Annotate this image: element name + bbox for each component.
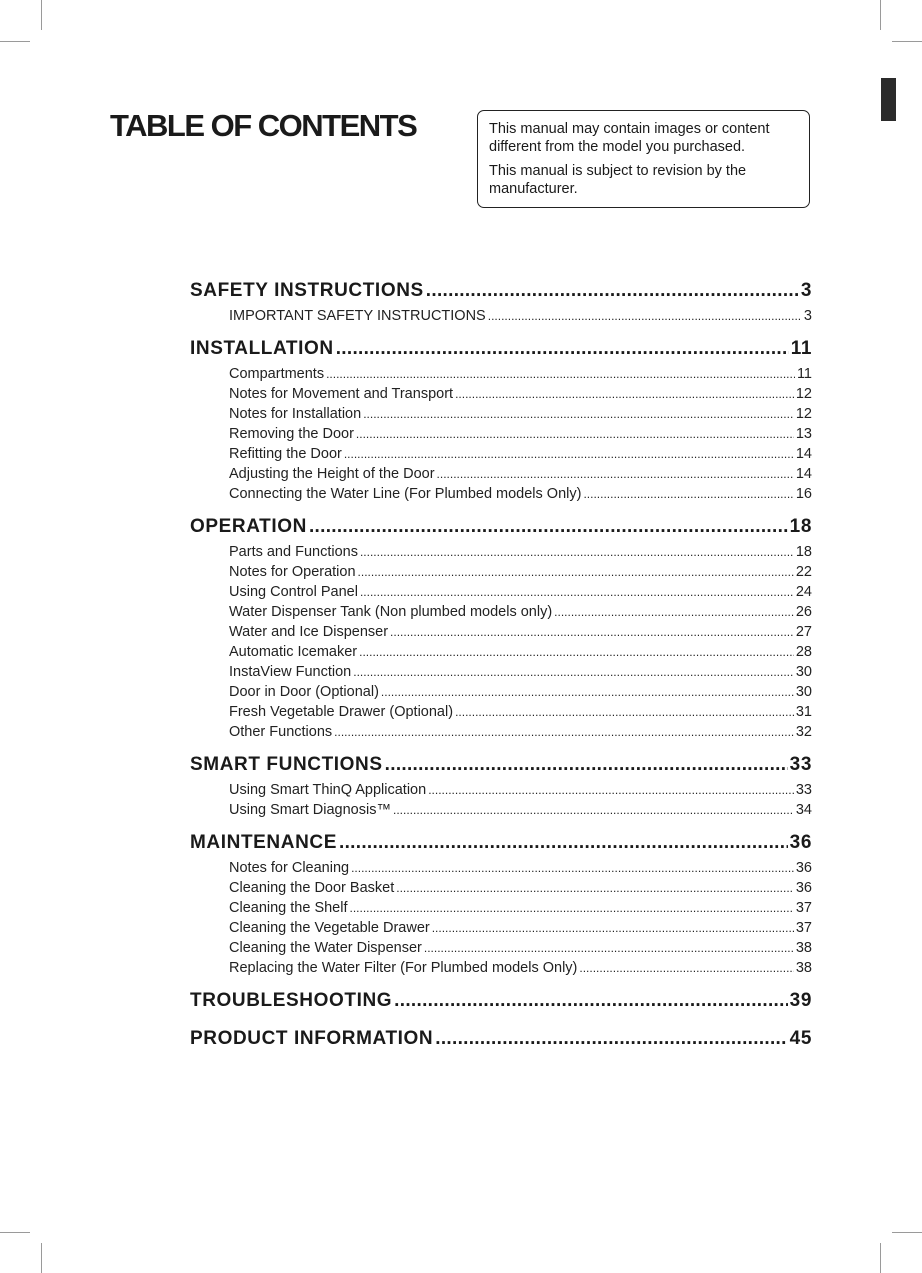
entry-page-number: 12	[795, 386, 812, 402]
entry-label: Cleaning the Shelf	[229, 900, 348, 916]
dot-leader	[432, 921, 794, 935]
section-title: MAINTENANCE	[190, 832, 337, 853]
section-page-number: 39	[789, 990, 812, 1011]
entry-page-number: 32	[795, 724, 812, 740]
crop-mark	[880, 1243, 881, 1273]
section-page-number: 3	[800, 280, 812, 301]
entry-label: Replacing the Water Filter (For Plumbed models Only)	[229, 960, 578, 976]
toc-section	[190, 832, 812, 980]
entry-page-number: 36	[795, 880, 812, 896]
dot-leader	[353, 665, 794, 679]
entry-label: Removing the Door	[229, 426, 354, 442]
entry-label: Notes for Movement and Transport	[229, 386, 454, 402]
toc-entry[interactable]	[229, 940, 812, 960]
toc-entry[interactable]	[229, 624, 812, 644]
section-title: OPERATION	[190, 516, 307, 537]
dot-leader	[360, 585, 794, 599]
toc-entry[interactable]	[229, 466, 812, 486]
entry-label: Automatic Icemaker	[229, 644, 358, 660]
entry-page-number: 18	[795, 544, 812, 560]
section-page-number: 45	[789, 1028, 812, 1049]
toc-entry[interactable]	[229, 446, 812, 466]
entry-page-number: 38	[795, 960, 812, 976]
entry-label: IMPORTANT SAFETY INSTRUCTIONS	[229, 308, 486, 324]
dot-leader	[356, 427, 794, 441]
page-title: TABLE OF CONTENTS	[110, 108, 417, 143]
dot-leader	[344, 447, 794, 461]
entry-page-number: 11	[796, 366, 812, 382]
dot-leader	[393, 803, 794, 817]
dot-leader	[326, 367, 795, 381]
toc-entry[interactable]	[229, 960, 812, 980]
section-title: SAFETY INSTRUCTIONS	[190, 280, 424, 301]
dot-leader	[363, 407, 794, 421]
dot-leader	[455, 705, 794, 719]
entry-label: Fresh Vegetable Drawer (Optional)	[229, 704, 454, 720]
entry-label: Using Control Panel	[229, 584, 358, 600]
toc-entry[interactable]	[229, 704, 812, 724]
dot-leader	[394, 990, 787, 1012]
entry-label: InstaView Function	[229, 664, 352, 680]
toc-entry[interactable]	[229, 604, 812, 624]
toc-entry[interactable]	[229, 426, 812, 446]
toc-section-heading[interactable]	[190, 1028, 812, 1056]
entry-label: Notes for Operation	[229, 564, 356, 580]
entry-label: Door in Door (Optional)	[229, 684, 379, 700]
entry-page-number: 34	[795, 802, 812, 818]
entry-label: Notes for Installation	[229, 406, 362, 422]
toc-section	[190, 516, 812, 744]
entry-page-number: 27	[795, 624, 812, 640]
dot-leader	[437, 467, 794, 481]
dot-leader	[381, 685, 794, 699]
entry-page-number: 16	[795, 486, 812, 502]
toc-section-heading[interactable]	[190, 990, 812, 1018]
crop-mark	[0, 1232, 30, 1233]
toc-section	[190, 754, 812, 822]
entry-page-number: 38	[795, 940, 812, 956]
entry-label: Refitting the Door	[229, 446, 342, 462]
entry-page-number: 14	[795, 466, 812, 482]
toc-entry-list	[190, 366, 812, 506]
dot-leader	[396, 881, 794, 895]
entry-page-number: 30	[795, 664, 812, 680]
entry-label: Using Smart Diagnosis™	[229, 802, 391, 818]
dot-leader	[359, 645, 794, 659]
toc-entry-list	[190, 782, 812, 822]
section-title: PRODUCT INFORMATION	[190, 1028, 434, 1049]
section-title: SMART FUNCTIONS	[190, 754, 383, 775]
entry-label: Other Functions	[229, 724, 333, 740]
toc-section	[190, 990, 812, 1018]
dot-leader	[390, 625, 794, 639]
toc-entry[interactable]	[229, 802, 812, 822]
entry-label: Notes for Cleaning	[229, 860, 350, 876]
dot-leader	[385, 754, 788, 776]
dot-leader	[583, 487, 793, 501]
section-page-number: 33	[789, 754, 812, 775]
section-page-number: 11	[790, 338, 812, 359]
dot-leader	[350, 901, 794, 915]
toc-entry[interactable]	[229, 920, 812, 940]
toc-entry[interactable]	[229, 664, 812, 684]
toc-entry[interactable]	[229, 564, 812, 584]
entry-label: Cleaning the Vegetable Drawer	[229, 920, 430, 936]
notice-line-1: This manual may contain images or content different from the model you purchased.	[489, 121, 770, 155]
toc-entry[interactable]	[229, 684, 812, 704]
section-title: INSTALLATION	[190, 338, 334, 359]
entry-label: Adjusting the Height of the Door	[229, 466, 435, 482]
toc-entry[interactable]	[229, 724, 812, 744]
toc-entry-list	[190, 860, 812, 980]
entry-label: Connecting the Water Line (For Plumbed models Only)	[229, 486, 582, 502]
entry-page-number: 26	[795, 604, 812, 620]
dot-leader	[351, 861, 794, 875]
entry-page-number: 31	[795, 704, 812, 720]
toc-section	[190, 280, 812, 328]
toc-entry[interactable]	[229, 584, 812, 604]
toc-entry[interactable]	[229, 860, 812, 880]
entry-page-number: 30	[795, 684, 812, 700]
crop-mark	[892, 41, 922, 42]
crop-mark	[880, 0, 881, 30]
crop-mark	[41, 0, 42, 30]
dot-leader	[336, 338, 789, 360]
toc-entry-list	[190, 308, 812, 328]
entry-label: Compartments	[229, 366, 325, 382]
section-title: TROUBLESHOOTING	[190, 990, 393, 1011]
entry-page-number: 12	[795, 406, 812, 422]
entry-page-number: 28	[795, 644, 812, 660]
dot-leader	[360, 545, 794, 559]
dot-leader	[339, 832, 788, 854]
crop-mark	[41, 1243, 42, 1273]
entry-page-number: 3	[803, 308, 812, 324]
entry-page-number: 37	[795, 920, 812, 936]
table-of-contents	[190, 280, 812, 1066]
toc-section-heading[interactable]	[190, 338, 812, 366]
entry-label: Water and Ice Dispenser	[229, 624, 389, 640]
toc-entry[interactable]	[229, 366, 812, 386]
dot-leader	[488, 309, 802, 323]
toc-entry[interactable]	[229, 644, 812, 664]
notice-box	[477, 110, 810, 208]
entry-label: Cleaning the Door Basket	[229, 880, 395, 896]
entry-page-number: 37	[795, 900, 812, 916]
toc-entry[interactable]	[229, 386, 812, 406]
notice-line-2: This manual is subject to revision by the manufacturer.	[489, 163, 747, 197]
dot-leader	[435, 1028, 787, 1050]
chapter-tab-marker	[881, 78, 896, 121]
dot-leader	[426, 280, 799, 302]
dot-leader	[424, 941, 794, 955]
toc-entry[interactable]	[229, 406, 812, 426]
crop-mark	[0, 41, 30, 42]
dot-leader	[358, 565, 794, 579]
entry-page-number: 14	[795, 446, 812, 462]
dot-leader	[579, 961, 793, 975]
entry-label: Cleaning the Water Dispenser	[229, 940, 422, 956]
toc-section-heading[interactable]	[190, 832, 812, 860]
dot-leader	[554, 605, 794, 619]
toc-section	[190, 1028, 812, 1056]
entry-page-number: 36	[795, 860, 812, 876]
dot-leader	[428, 783, 794, 797]
toc-entry-list	[190, 544, 812, 744]
dot-leader	[309, 516, 788, 538]
section-page-number: 36	[789, 832, 812, 853]
entry-page-number: 24	[795, 584, 812, 600]
entry-label: Water Dispenser Tank (Non plumbed models only)	[229, 604, 553, 620]
dot-leader	[455, 387, 794, 401]
entry-page-number: 33	[795, 782, 812, 798]
toc-entry[interactable]	[229, 486, 812, 506]
dot-leader	[334, 725, 794, 739]
toc-entry[interactable]	[229, 308, 812, 328]
crop-mark	[892, 1232, 922, 1233]
toc-section-heading[interactable]	[190, 280, 812, 308]
toc-section	[190, 338, 812, 506]
toc-entry[interactable]	[229, 880, 812, 900]
entry-page-number: 22	[795, 564, 812, 580]
toc-entry[interactable]	[229, 782, 812, 802]
entry-page-number: 13	[795, 426, 812, 442]
toc-section-heading[interactable]	[190, 754, 812, 782]
entry-label: Parts and Functions	[229, 544, 358, 560]
toc-entry[interactable]	[229, 544, 812, 564]
toc-section-heading[interactable]	[190, 516, 812, 544]
toc-entry[interactable]	[229, 900, 812, 920]
section-page-number: 18	[789, 516, 812, 537]
entry-label: Using Smart ThinQ Application	[229, 782, 427, 798]
